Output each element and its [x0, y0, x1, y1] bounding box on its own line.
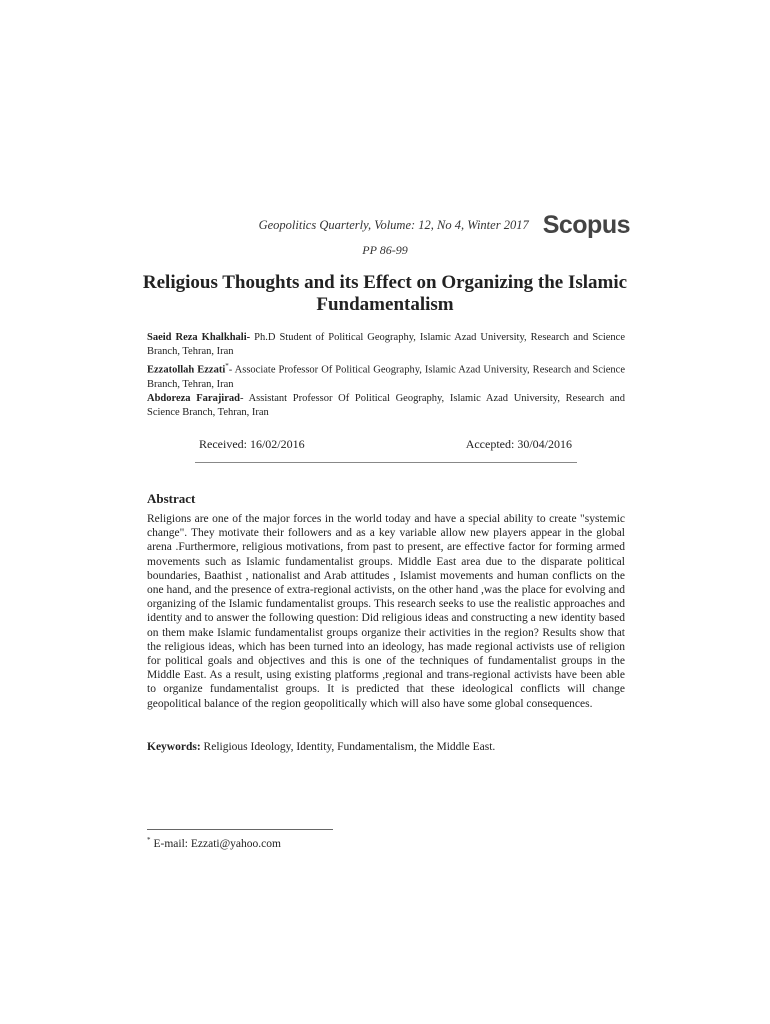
received-date: Received: 16/02/2016: [199, 437, 305, 451]
author-affiliation: - Associate Professor Of Political Geography, Islamic Azad University, Research and Science Branch, Tehran, Iran: [147, 364, 625, 390]
author-name: Saeid Reza Khalkhali-: [147, 332, 251, 343]
author-name: Ezzatollah Ezzati: [147, 364, 226, 376]
author-entry: [147, 359, 625, 392]
author-entry: [147, 331, 625, 359]
footnote: [147, 836, 281, 850]
journal-citation: Geopolitics Quarterly, Volume: 12, No 4, Winter 2017: [258, 217, 529, 232]
abstract-text: Religions are one of the major forces in the world today and have a special ability to create "systemic change". They motivate their followers and as a key variable allow new players appear in the global arena .Furthermore, religious motivations, from past to present, are effective factor for forming armed movements such as Islamic fundamentalist groups. Middle East area due to the disparate political boundaries, Baathist , nationalist and Arab attitudes , Islamist movements and human conflicts on the one hand, and the presence of extra-regional activists, on the other hand ,was the place for evolving and organizing of the Islamic fundamentalist groups. This research seeks to use the realistic approaches and identity and to answer the following question: Did religious ideas and constructing a new identity based on them make Islamic fundamentalist groups organize their activities in the region? Results show that the religious ideas, which has been turned into an ideology, has made regional activists use of religion for political goals and objectives and this is one of the techniques of fundamentalist groups in the Middle East. As a result, using existing platforms ,regional and trans-regional activists have been able to organize fundamentalist groups. It is predicted that these ideological conflicts will change geopolitical balance of the region geopolitically which will also have some global consequences.: [147, 513, 625, 710]
paper-title: Religious Thoughts and its Effect on Organizing the Islamic Fundamentalism: [142, 272, 628, 315]
submission-dates: [199, 437, 572, 453]
author-name: Abdoreza Farajirad: [147, 392, 240, 404]
keywords: [147, 741, 625, 753]
accepted-date: Accepted: 30/04/2016: [465, 437, 572, 451]
scopus-logo: Scopus: [542, 210, 630, 239]
footnote-mark: *: [147, 836, 151, 844]
author-affiliation: Ph.D Student of Political Geography, Islamic Azad University, Research and Science Branch, Tehran, Iran: [147, 332, 625, 357]
running-header: [230, 210, 630, 240]
divider: [195, 462, 577, 463]
author-affiliation: - Assistant Professor Of Political Geography, Islamic Azad University, Research and Science Branch, Tehran, Iran: [147, 392, 625, 418]
keywords-list: Religious Ideology, Identity, Fundamentalism, the Middle East.: [200, 741, 496, 753]
corresponding-mark: *: [225, 362, 229, 370]
page-range: PP 86-99: [362, 243, 408, 257]
footnote-divider: [147, 829, 333, 830]
footnote-email: E-mail: Ezzati@yahoo.com: [153, 837, 281, 850]
abstract-heading: Abstract: [147, 491, 196, 506]
author-entry: [147, 392, 625, 420]
keywords-label: Keywords:: [147, 741, 201, 753]
author-list: [147, 331, 625, 420]
